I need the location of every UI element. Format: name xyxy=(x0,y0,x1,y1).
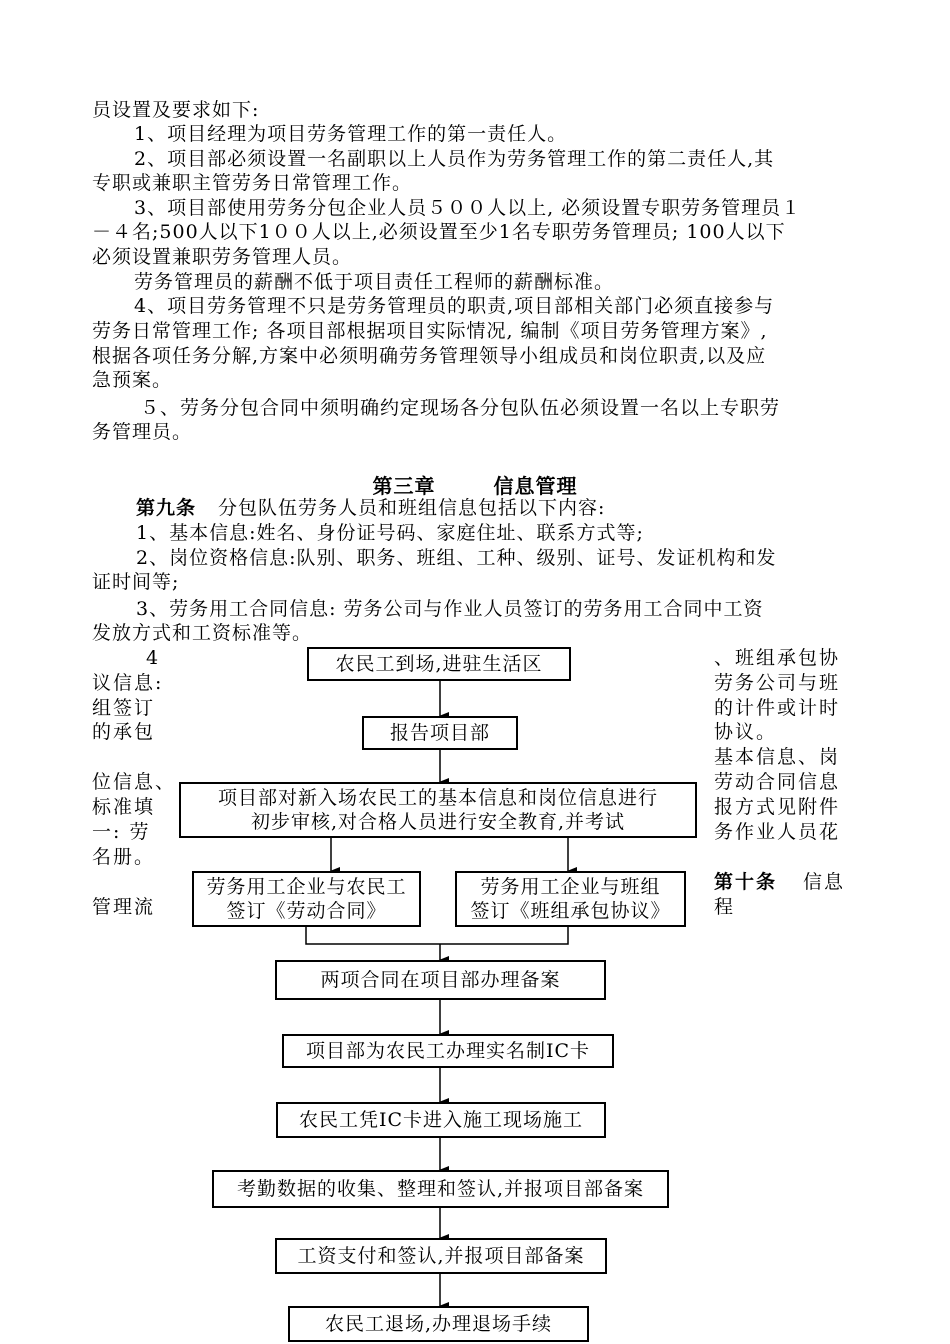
left-fragment-5: 位信息、 xyxy=(92,771,177,793)
left-fragment-7: 一: 劳 xyxy=(92,821,151,843)
flow-step-review-line2: 初步审核,对合格人员进行安全教育,并考试 xyxy=(250,811,626,833)
right-fragment-6: 劳动合同信息 xyxy=(714,771,841,793)
flow-step-labor-contract-line2: 签订《劳动合同》 xyxy=(226,900,387,922)
article-9-item-3-line1: 3、劳务用工合同信息: 劳务公司与作业人员签订的劳务用工合同中工资 xyxy=(136,598,764,620)
paragraph-salary: 劳务管理员的薪酬不低于项目责任工程师的薪酬标准。 xyxy=(134,271,615,293)
flow-step-enter-site: 农民工凭IC卡进入施工现场施工 xyxy=(276,1102,606,1138)
flow-step-filing: 两项合同在项目部办理备案 xyxy=(275,960,606,1000)
paragraph-item-2-line1: 2、项目部必须设置一名副职以上人员作为劳务管理工作的第二责任人,其 xyxy=(134,148,775,170)
right-fragment-1: 、班组承包协 xyxy=(714,647,841,669)
left-fragment-6: 标准填 xyxy=(92,796,156,818)
chapter-title: 信息管理 xyxy=(493,474,578,498)
flow-step-wage-payment: 工资支付和签认,并报项目部备案 xyxy=(275,1238,607,1274)
flow-step-team-agreement-line2: 签订《班组承包协议》 xyxy=(470,900,671,922)
right-fragment-2: 劳务公司与班 xyxy=(714,672,841,694)
flow-step-exit: 农民工退场,办理退场手续 xyxy=(288,1306,589,1342)
article-9-item-1: 1、基本信息:姓名、身份证号码、家庭住址、联系方式等; xyxy=(136,522,644,544)
paragraph-item-1: 1、项目经理为项目劳务管理工作的第一责任人。 xyxy=(134,123,568,145)
right-fragment-7: 报方式见附件 xyxy=(714,796,841,818)
flow-step-review-line1: 项目部对新入场农民工的基本信息和岗位信息进行 xyxy=(217,787,658,809)
paragraph-item-4-line3: 根据各项任务分解,方案中必须明确劳务管理领导小组成员和岗位职责,以及应 xyxy=(92,345,767,367)
right-fragment-4: 协议。 xyxy=(714,721,778,743)
paragraph-item-3-line1: 3、项目部使用劳务分包企业人员５００人以上, 必须设置专职劳务管理员１ xyxy=(134,197,802,219)
right-fragment-9: 程 xyxy=(714,896,736,918)
right-fragment-5: 基本信息、岗 xyxy=(714,746,841,768)
article-9-intro: 分包队伍劳务人员和班组信息包括以下内容: xyxy=(218,497,606,519)
left-fragment-9: 管理流 xyxy=(92,896,156,918)
flow-step-labor-contract-line1: 劳务用工企业与农民工 xyxy=(206,876,407,898)
flow-step-arrival: 农民工到场,进驻生活区 xyxy=(307,647,571,681)
flow-step-report: 报告项目部 xyxy=(362,716,518,750)
paragraph-item-5-line1: ５、劳务分包合同中须明确约定现场各分包队伍必须设置一名以上专职劳 xyxy=(140,397,781,419)
paragraph-item-4-line1: 4、项目劳务管理不只是劳务管理员的职责,项目部相关部门必须直接参与 xyxy=(134,295,775,317)
paragraph-item-3-line3: 必须设置兼职劳务管理人员。 xyxy=(92,246,353,268)
left-fragment-8: 名册。 xyxy=(92,846,156,868)
article-9-item-2-line2: 证时间等; xyxy=(92,571,180,593)
merge-line xyxy=(306,926,568,944)
paragraph-item-4-line2: 劳务日常管理工作; 各项目部根据项目实际情况, 编制《项目劳务管理方案》, xyxy=(92,320,768,342)
right-fragment-3: 的计件或计时 xyxy=(714,697,841,719)
paragraph-item-3-line2: －４名;500人以下1００人以上,必须设置至少1名专职劳务管理员; 100人以下 xyxy=(92,221,786,243)
article-10-text: 信息 xyxy=(803,871,846,893)
paragraph-item-4-line4: 急预案。 xyxy=(92,369,173,391)
flow-step-team-agreement xyxy=(455,871,686,927)
paragraph-intro: 员设置及要求如下: xyxy=(92,99,260,121)
paragraph-item-5-line2: 务管理员。 xyxy=(92,421,193,443)
article-10-label: 第十条 xyxy=(714,871,778,893)
article-9-item-2-line1: 2、岗位资格信息:队别、职务、班组、工种、级别、证号、发证机构和发 xyxy=(136,547,777,569)
left-fragment-4: 的承包 xyxy=(92,721,156,743)
flow-step-review xyxy=(179,782,697,838)
flow-step-labor-contract xyxy=(192,871,421,927)
left-fragment-2: 议信息: xyxy=(92,672,164,694)
paragraph-item-2-line2: 专职或兼职主管劳务日常管理工作。 xyxy=(92,172,413,194)
right-fragment-8: 务作业人员花 xyxy=(714,821,841,843)
flow-step-ic-card: 项目部为农民工办理实名制IC卡 xyxy=(282,1034,614,1068)
left-fragment-3: 组签订 xyxy=(92,697,156,719)
left-fragment-1: 4 xyxy=(146,647,161,669)
flow-step-team-agreement-line1: 劳务用工企业与班组 xyxy=(480,876,661,898)
chapter-number: 第三章 xyxy=(372,474,436,498)
article-9-label: 第九条 xyxy=(136,497,197,519)
article-9-item-3-line2: 发放方式和工资标准等。 xyxy=(92,622,313,644)
flow-step-attendance: 考勤数据的收集、整理和签认,并报项目部备案 xyxy=(212,1170,669,1208)
